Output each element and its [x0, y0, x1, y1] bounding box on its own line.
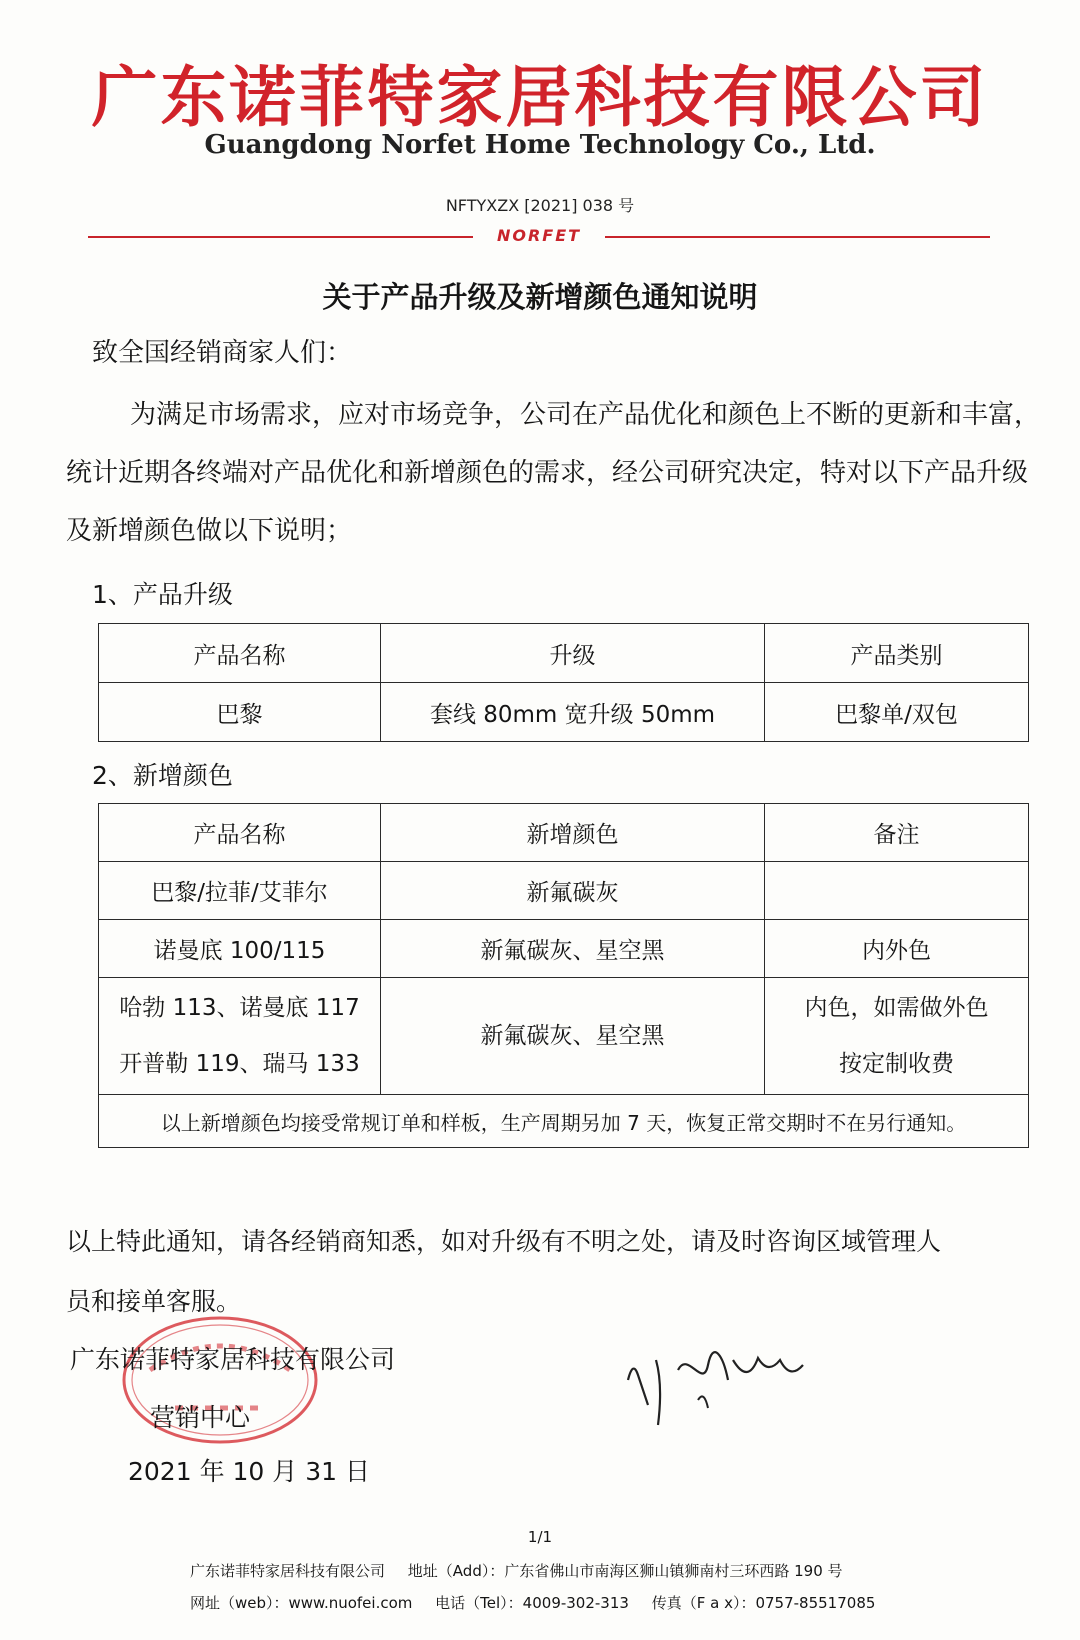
color-cell-color: 新氟碳灰	[381, 862, 765, 920]
color-cell-name	[99, 978, 381, 1095]
color-cell-name: 巴黎/拉菲/艾菲尔	[99, 862, 381, 920]
upgrade-cell-category: 巴黎单/双包	[765, 683, 1029, 742]
signoff-company: 广东诺菲特家居科技有限公司	[70, 1345, 396, 1374]
page-number: 1/1	[527, 1528, 553, 1546]
upgrade-header-name: 产品名称	[99, 624, 381, 683]
upgrade-table	[98, 623, 1029, 742]
footer-fax: 传真（F a x）：0757-85517085	[651, 1594, 876, 1612]
color-header-remark: 备注	[765, 804, 1029, 862]
table-note: 以上新增颜色均接受常规订单和样板，生产周期另加 7 天，恢复正常交期时不在另行通知。	[99, 1095, 1029, 1148]
footer-company: 广东诺菲特家居科技有限公司	[190, 1562, 386, 1580]
upgrade-header-upgrade: 升级	[381, 624, 765, 683]
upgrade-cell-upgrade: 套线 80mm 宽升级 50mm	[381, 683, 765, 742]
color-cell-remark	[765, 862, 1029, 920]
brand-mark: NORFET	[496, 226, 582, 245]
upgrade-cell-name: 巴黎	[99, 683, 381, 742]
color-header-name: 产品名称	[99, 804, 381, 862]
color-header-color: 新增颜色	[381, 804, 765, 862]
color-cell-remark-line-2: 按定制收费	[839, 1051, 954, 1077]
table-row	[99, 683, 1029, 742]
upgrade-header-category: 产品类别	[765, 624, 1029, 683]
new-color-table	[98, 803, 1029, 1148]
color-cell-color: 新氟碳灰、星空黑	[381, 978, 765, 1095]
section-2-label: 2、新增颜色	[92, 761, 233, 790]
signoff-department: 营销中心	[150, 1403, 251, 1432]
company-name-cn: 广东诺菲特家居科技有限公司	[91, 59, 989, 136]
intro-line-2: 统计近期各终端对产品优化和新增颜色的需求，经公司研究决定，特对以下产品升级	[66, 458, 1029, 488]
color-cell-name-line-2: 开普勒 119、瑞马 133	[119, 1051, 360, 1077]
notice-title: 关于产品升级及新增颜色通知说明	[322, 280, 758, 314]
color-cell-remark	[765, 978, 1029, 1095]
color-cell-name: 诺曼底 100/115	[99, 920, 381, 978]
header-rule-right	[605, 236, 990, 238]
intro-line-1: 为满足市场需求，应对市场竞争，公司在产品优化和颜色上不断的更新和丰富，	[130, 400, 1041, 430]
footer-address-row	[190, 1560, 861, 1581]
section-1-label: 1、产品升级	[92, 580, 233, 609]
document-number: NFTYXZX [2021] 038 号	[445, 196, 635, 215]
color-cell-remark-line-1: 内色，如需做外色	[804, 995, 989, 1021]
closing-line-2: 员和接单客服。	[66, 1287, 242, 1316]
color-cell-color: 新氟碳灰、星空黑	[381, 920, 765, 978]
footer-contact-row	[190, 1592, 893, 1613]
color-cell-remark: 内外色	[765, 920, 1029, 978]
footer-phone: 电话（Tel）：4009-302-313	[435, 1594, 629, 1612]
table-row	[99, 978, 1029, 1095]
header-rule-left	[88, 236, 473, 238]
signoff-date: 2021 年 10 月 31 日	[128, 1457, 370, 1486]
table-row	[99, 862, 1029, 920]
color-cell-name-line-1: 哈勃 113、诺曼底 117	[119, 995, 360, 1021]
footer-address: 地址（Add）：广东省佛山市南海区狮山镇狮南村三环西路 190 号	[407, 1562, 843, 1580]
salutation: 致全国经销商家人们：	[92, 338, 353, 368]
closing-line-1: 以上特此通知，请各经销商知悉，如对升级有不明之处，请及时咨询区域管理人	[66, 1227, 942, 1256]
footer-website: 网址（web）：www.nuofei.com	[190, 1594, 413, 1612]
handwritten-signature	[608, 1330, 818, 1440]
intro-line-3: 及新增颜色做以下说明；	[66, 516, 353, 546]
company-name-en: Guangdong Norfet Home Technology Co., Ltd.	[204, 130, 876, 160]
table-row	[99, 920, 1029, 978]
